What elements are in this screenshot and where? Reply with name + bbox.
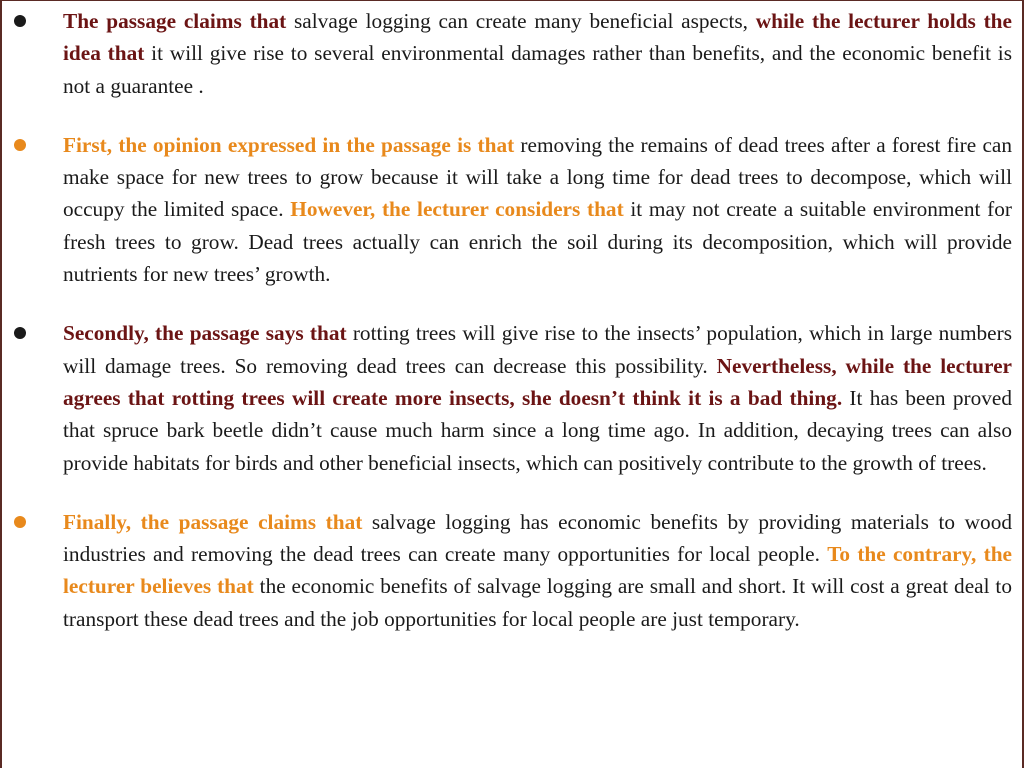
bullet-text: salvage logging has economic benefits by providing materials to wood industries and removing the dead trees can create many opportunities for local people. bbox=[63, 509, 1012, 567]
bullet-text: the economic benefits of salvage logging are small and short. It will cost a great deal to transport these dead trees and the job opportunities for local people are just temporary. bbox=[63, 574, 1012, 631]
bullet-lead: The passage claims that bbox=[63, 9, 287, 33]
bullet-lead: First, the opinion expressed in the passage is that bbox=[63, 132, 515, 157]
bullet-text: rotting trees will give rise to the insects’ population, which in large numbers will damage trees. So removing dead trees can decrease this possibility. bbox=[63, 321, 1012, 378]
bullet-lead: Secondly, the passage says that bbox=[63, 321, 347, 346]
bullet-dot-icon bbox=[14, 516, 26, 528]
bullet-highlight: However, the lecturer considers that bbox=[290, 197, 624, 222]
bullet-highlight: To the contrary, the lecturer believes that bbox=[63, 542, 1012, 599]
bullet-lead: Finally, the passage claims that bbox=[63, 509, 363, 534]
bullet-highlight: while the lecturer holds the idea that bbox=[63, 9, 1012, 66]
bullet-dot-icon bbox=[14, 139, 26, 151]
bullet-item-second-point bbox=[2, 317, 1012, 478]
bullet-list bbox=[2, 5, 1012, 635]
bullet-text: it will give rise to several environmental damages rather than benefits, and the economic benefit is not a guarantee . bbox=[63, 41, 1012, 98]
bullet-text: salvage logging can create many beneficial aspects, bbox=[286, 9, 756, 33]
bullet-text: removing the remains of dead trees after a forest fire can make space for new trees to grow because it will take a long time for dead trees to decompose, which will occupy the limited space. bbox=[63, 132, 1012, 222]
bullet-text: it may not create a suitable environment for fresh trees to grow. Dead trees actually can enrich the soil during its decomposition, which will provide nutrients for new trees’ growth. bbox=[63, 197, 1012, 287]
bullet-dot-icon bbox=[14, 15, 26, 27]
bullet-item-summary bbox=[2, 5, 1012, 102]
bullet-item-final-point bbox=[2, 506, 1012, 635]
bullet-highlight: Nevertheless, while the lecturer agrees that rotting trees will create more insects, she doesn’t think it is a bad thing. bbox=[63, 353, 1012, 410]
bullet-item-first-point bbox=[2, 129, 1012, 290]
bullet-text: It has been proved that spruce bark beetle didn’t cause much harm since a long time ago. In addition, decaying trees can also provide habitats for birds and other beneficial insects, which can positively contribute to the growth of trees. bbox=[63, 385, 1012, 475]
bullet-dot-icon bbox=[14, 327, 26, 339]
